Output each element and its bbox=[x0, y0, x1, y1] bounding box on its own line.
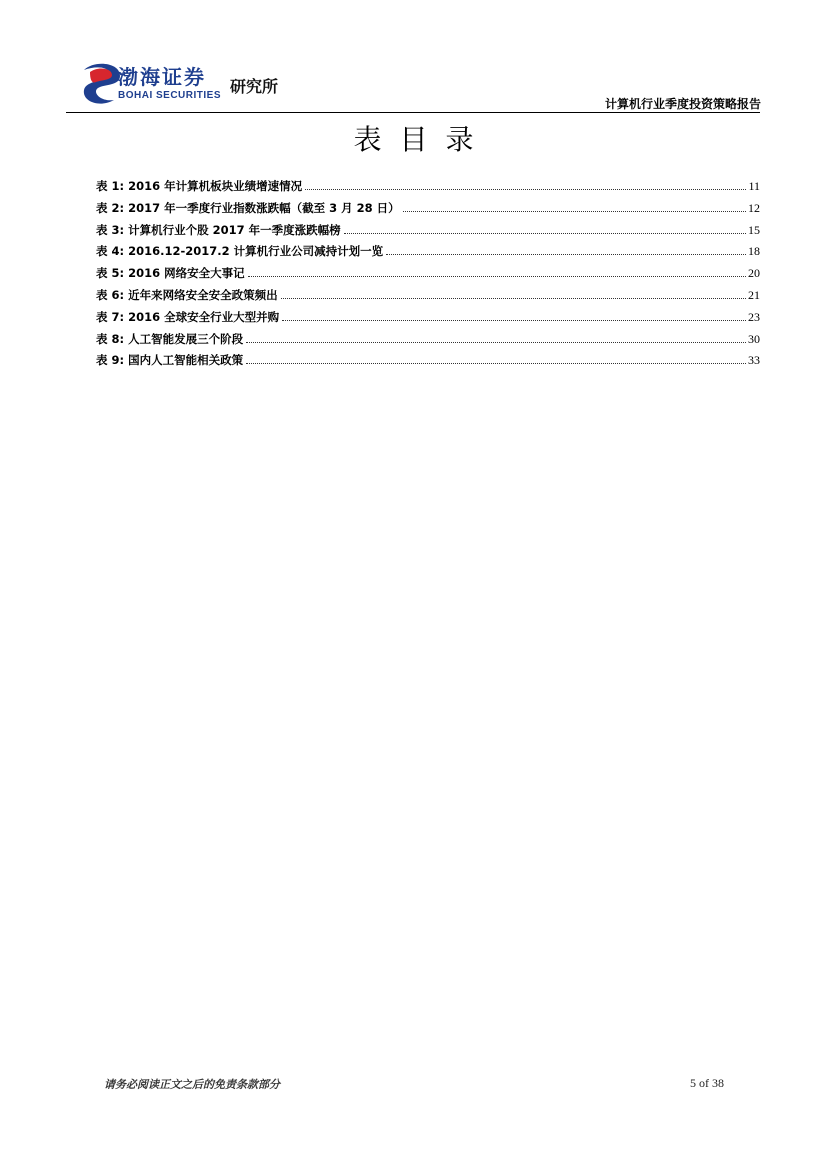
toc-entry-label: 表 8: 人工智能发展三个阶段 bbox=[96, 331, 244, 346]
dot-leader bbox=[248, 276, 746, 277]
toc-entry-table-5[interactable] bbox=[96, 265, 760, 287]
dot-leader bbox=[386, 254, 746, 255]
brand-name-english: BOHAI SECURITIES bbox=[118, 90, 222, 101]
toc-entry-page: 23 bbox=[748, 309, 760, 324]
dot-leader bbox=[305, 189, 746, 190]
dot-leader bbox=[344, 233, 746, 234]
toc-entry-table-7[interactable] bbox=[96, 309, 760, 331]
footer-disclaimer: 请务必阅读正文之后的免责条款部分 bbox=[104, 1078, 280, 1091]
dot-leader bbox=[246, 342, 746, 343]
toc-entry-label: 表 1: 2016 年计算机板块业绩增速情况 bbox=[96, 179, 303, 193]
toc-entry-page: 18 bbox=[748, 244, 760, 259]
dot-leader bbox=[246, 363, 746, 364]
toc-entry-table-6[interactable] bbox=[96, 287, 760, 309]
toc-entry-label: 表 6: 近年来网络安全安全政策频出 bbox=[96, 287, 278, 302]
report-title: 计算机行业季度投资策略报告 bbox=[604, 97, 761, 111]
toc-entry-label: 表 3: 计算机行业个股 2017 年一季度涨跌幅榜 bbox=[96, 222, 341, 237]
toc-entry-page: 11 bbox=[748, 179, 760, 193]
toc-entry-table-9[interactable] bbox=[96, 352, 760, 374]
toc-entry-label: 表 4: 2016.12-2017.2 计算机行业公司减持计划一览 bbox=[96, 244, 384, 259]
toc-entry-page: 33 bbox=[748, 353, 760, 368]
dot-leader bbox=[282, 320, 746, 321]
header-divider bbox=[66, 112, 760, 113]
toc-title: 表目录 bbox=[353, 123, 492, 156]
table-of-tables bbox=[96, 178, 760, 374]
dot-leader bbox=[281, 298, 746, 299]
toc-entry-table-8[interactable] bbox=[96, 331, 760, 353]
toc-entry-label: 表 7: 2016 全球安全行业大型并购 bbox=[96, 309, 280, 324]
toc-entry-label: 表 5: 2016 网络安全大事记 bbox=[96, 266, 245, 281]
toc-entry-table-4[interactable] bbox=[96, 243, 760, 265]
toc-entry-page: 12 bbox=[748, 200, 760, 215]
toc-entry-table-3[interactable] bbox=[96, 222, 760, 244]
toc-entry-page: 15 bbox=[748, 222, 760, 237]
toc-entry-label: 表 2: 2017 年一季度行业指数涨跌幅（截至 3 月 28 日） bbox=[96, 200, 400, 215]
page-number: 5 of 38 bbox=[690, 1076, 724, 1090]
dot-leader bbox=[403, 211, 746, 212]
institute-label: 研究所 bbox=[230, 77, 279, 96]
toc-entry-page: 30 bbox=[748, 331, 760, 346]
toc-entry-page: 20 bbox=[748, 266, 760, 281]
page-header bbox=[0, 0, 827, 120]
toc-entry-table-2[interactable] bbox=[96, 200, 760, 222]
toc-entry-label: 表 9: 国内人工智能相关政策 bbox=[96, 353, 244, 368]
toc-entry-table-1[interactable] bbox=[96, 178, 760, 200]
toc-entry-page: 21 bbox=[748, 287, 760, 302]
brand-name-chinese: 渤海证券 bbox=[118, 65, 206, 89]
